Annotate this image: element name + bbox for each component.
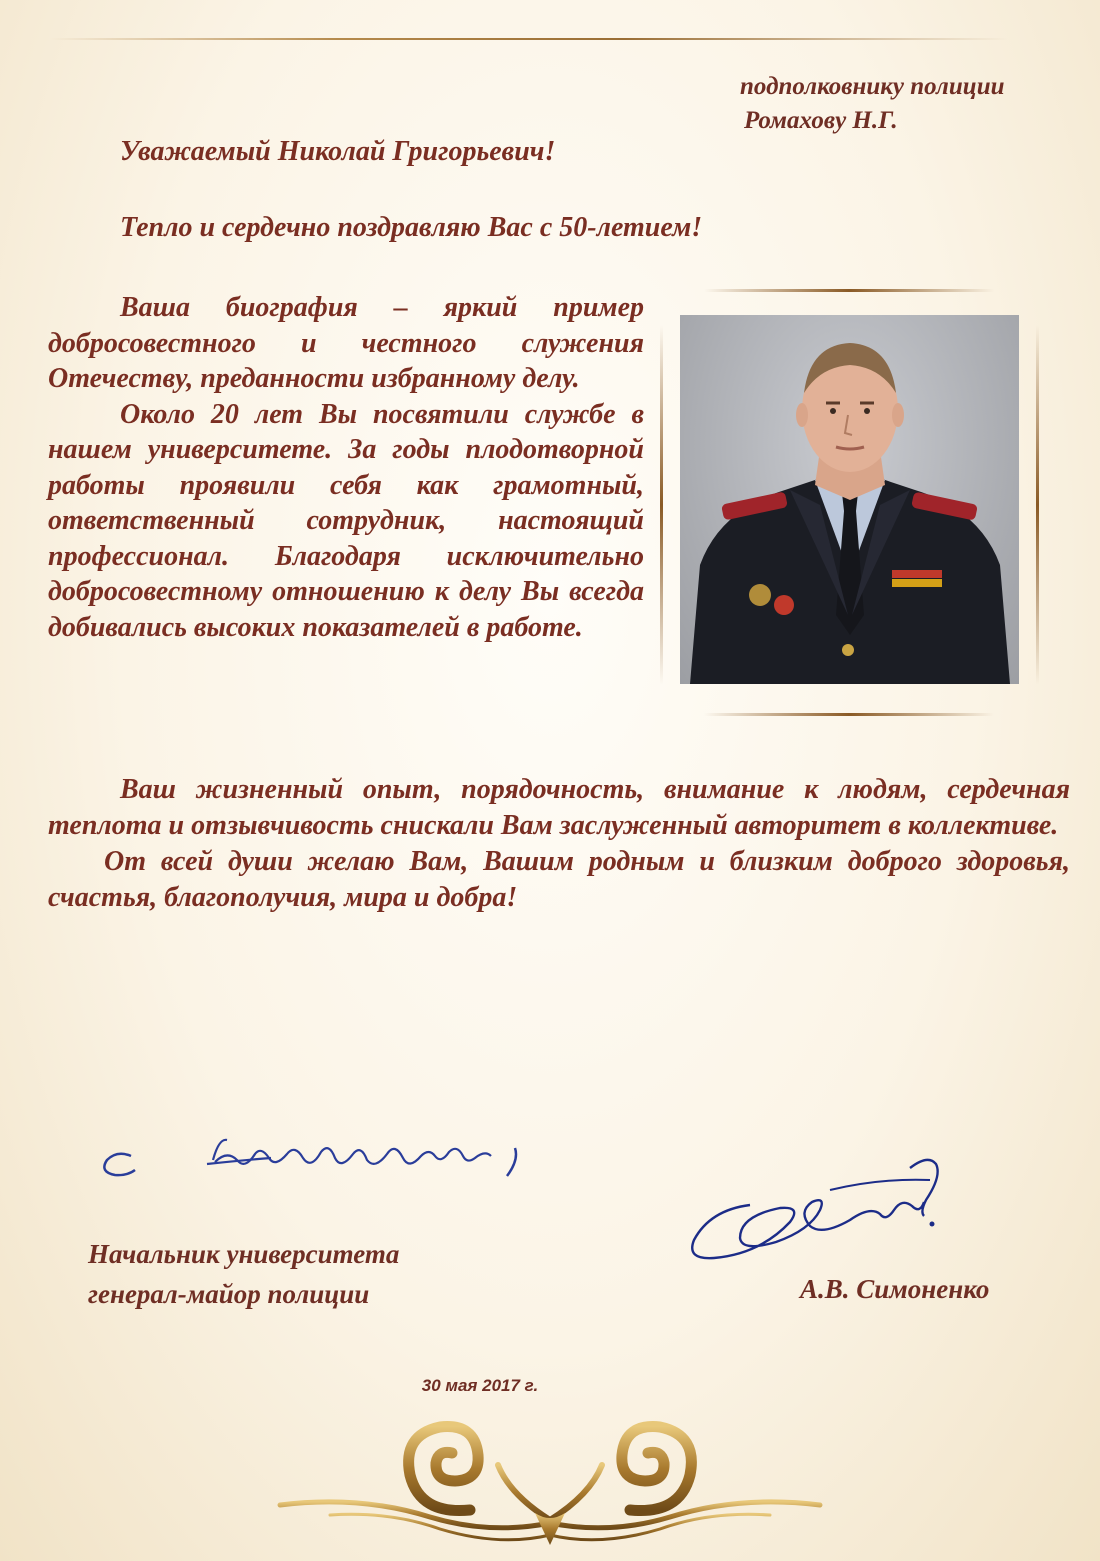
handwritten-signoff-drawing [95, 1120, 535, 1190]
signer-position-line-2: генерал-майор полиции [88, 1279, 370, 1309]
officer-portrait-illustration [680, 315, 1019, 684]
frame-bottom-ornament [704, 713, 994, 716]
portrait-frame [656, 285, 1046, 725]
frame-right-ornament [1036, 325, 1039, 685]
signer-position-line-1: Начальник университета [88, 1239, 400, 1269]
addressee-name: Ромахову Н.Г. [744, 107, 898, 134]
body-paragraph-2: Около 20 лет Вы посвятили службе в нашем университете. За годы плодотворной работы проявили себя как грамотный, ответственный сотрудник, настоящий профессионал. Благодаря исключительно добросовестному отношению к делу Вы всегда добивались высоких показателей в работе. [48, 398, 644, 643]
top-decorative-rule [50, 38, 1008, 40]
greeting: Уважаемый Николай Григорьевич! [120, 136, 556, 167]
signer-name: А.В. Симоненко [800, 1274, 990, 1304]
letter-body-wide [48, 772, 1070, 916]
handwritten-signoff [95, 1120, 535, 1190]
letter-body-column [48, 290, 644, 645]
addressee-rank: подполковнику полиции [740, 73, 1005, 100]
frame-left-ornament [660, 325, 663, 685]
body-paragraph-1: Ваша биография – яркий пример добросовестного и честного служения Отечеству, преданности избранному делу. [48, 292, 644, 394]
addressee-block [740, 70, 1080, 138]
congratulation-line: Тепло и сердечно поздравляю Вас с 50-летием! [120, 212, 703, 243]
letter-date: 30 мая 2017 г. [421, 1376, 539, 1395]
gold-scroll-ornament-icon [270, 1395, 830, 1555]
gold-ornament [270, 1395, 830, 1555]
handwritten-signature-drawing [680, 1150, 950, 1280]
body-paragraph-3: Ваш жизненный опыт, порядочность, внимание к людям, сердечная теплота и отзывчивость снискали Вам заслуженный авторитет в коллективе. [48, 774, 1070, 841]
frame-top-ornament [704, 289, 994, 292]
signer-position [88, 1234, 399, 1314]
handwritten-signature [680, 1150, 950, 1280]
portrait-photo [680, 315, 1019, 684]
body-paragraph-4: От всей души желаю Вам, Вашим родным и близким доброго здоровья, счастья, благополучия, мира и добра! [48, 846, 1070, 913]
